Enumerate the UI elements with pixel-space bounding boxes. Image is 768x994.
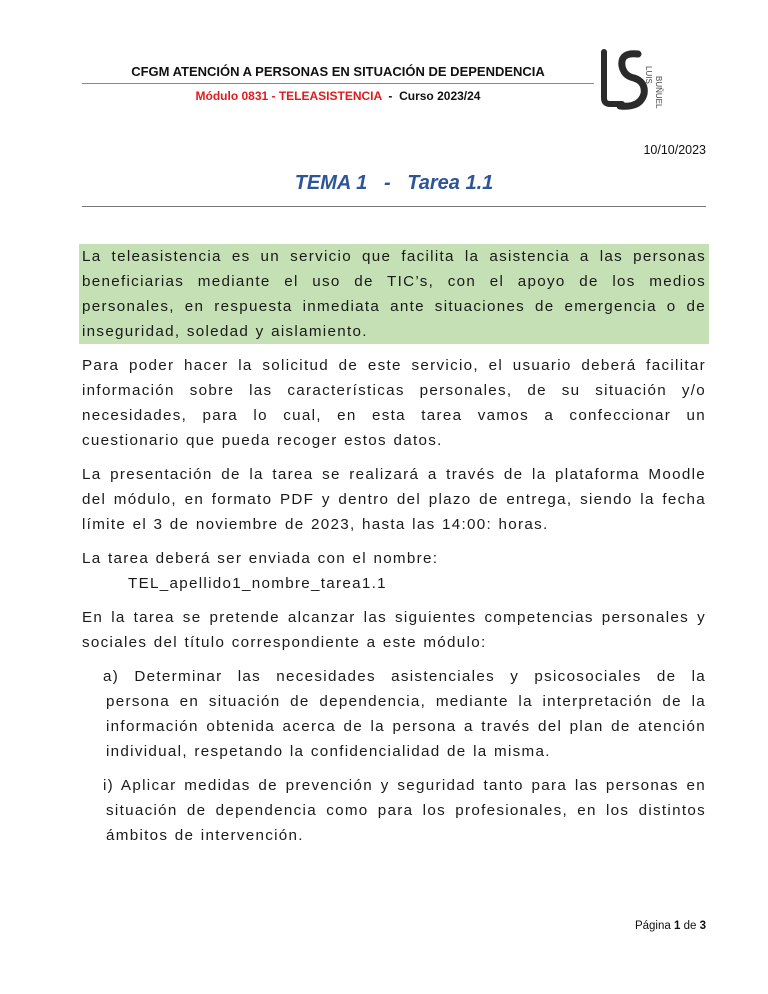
request-paragraph: Para poder hacer la solicitud de este servicio, el usuario deberá facilitar información sobre las características personales, de su situación y/o necesidades, para lo cual, en esta tarea vamos a confeccionar un cuestionario que pueda recoger estos datos. (82, 357, 706, 449)
competence-item-i: i) Aplicar medidas de prevención y seguridad tanto para las personas en situación de dependencia como para los profesionales, en los distintos ámbitos de intervención. (103, 777, 706, 844)
competences-intro: En la tarea se pretende alcanzar las siguientes competencias personales y sociales del título correspondiente a este módulo: (82, 609, 706, 651)
page-number: 1 (673, 920, 681, 932)
header-title: CFGM ATENCIÓN A PERSONAS EN SITUACIÓN DE DEPENDENCIA (131, 64, 545, 79)
of-label: de (683, 920, 697, 932)
filename-intro: La tarea deberá ser enviada con el nombre: (82, 550, 439, 567)
module-name: Módulo 0831 - TELEASISTENCIA (195, 89, 382, 103)
page-title: TEMA 1 - Tarea 1.1 (294, 172, 494, 194)
intro-paragraph: La teleasistencia es un servicio que facilita la asistencia a las personas beneficiarias mediante el uso de TIC’s, con el apoyo de los medios personales, en respuesta inmediata ante situaciones de emergencia o de inseguridad, soledad y aislamiento. (79, 244, 709, 344)
page-label: Página (634, 920, 671, 932)
logo-text-top: LUIS (644, 66, 653, 84)
school-logo (600, 46, 670, 114)
title-divider (82, 206, 706, 207)
document-body (82, 244, 706, 857)
submission-paragraph: La presentación de la tarea se realizará a través de la plataforma Moodle del módulo, en formato PDF y dentro del plazo de entrega, siendo la fecha límite el 3 de noviembre de 2023, hasta las 14:00: horas. (82, 466, 706, 533)
header-subtitle (82, 89, 594, 103)
document-date: 10/10/2023 (643, 143, 706, 157)
filename-format: TEL_apellido1_nombre_tarea1.1 (128, 575, 387, 592)
course-year: Curso 2023/24 (399, 89, 481, 103)
page-total: 3 (699, 920, 706, 932)
header-separator: - (381, 89, 400, 103)
header-rule (82, 83, 594, 84)
logo-text-bottom: BUÑUEL (654, 76, 663, 109)
competence-item-a: a) Determinar las necesidades asistenciales y psicosociales de la persona en situación de dependencia, mediante la interpretación de la información obtenida acerca de la persona a través del plan de atención individual, respetando la confidencialidad de la misma. (103, 668, 706, 760)
page-footer (635, 920, 706, 932)
